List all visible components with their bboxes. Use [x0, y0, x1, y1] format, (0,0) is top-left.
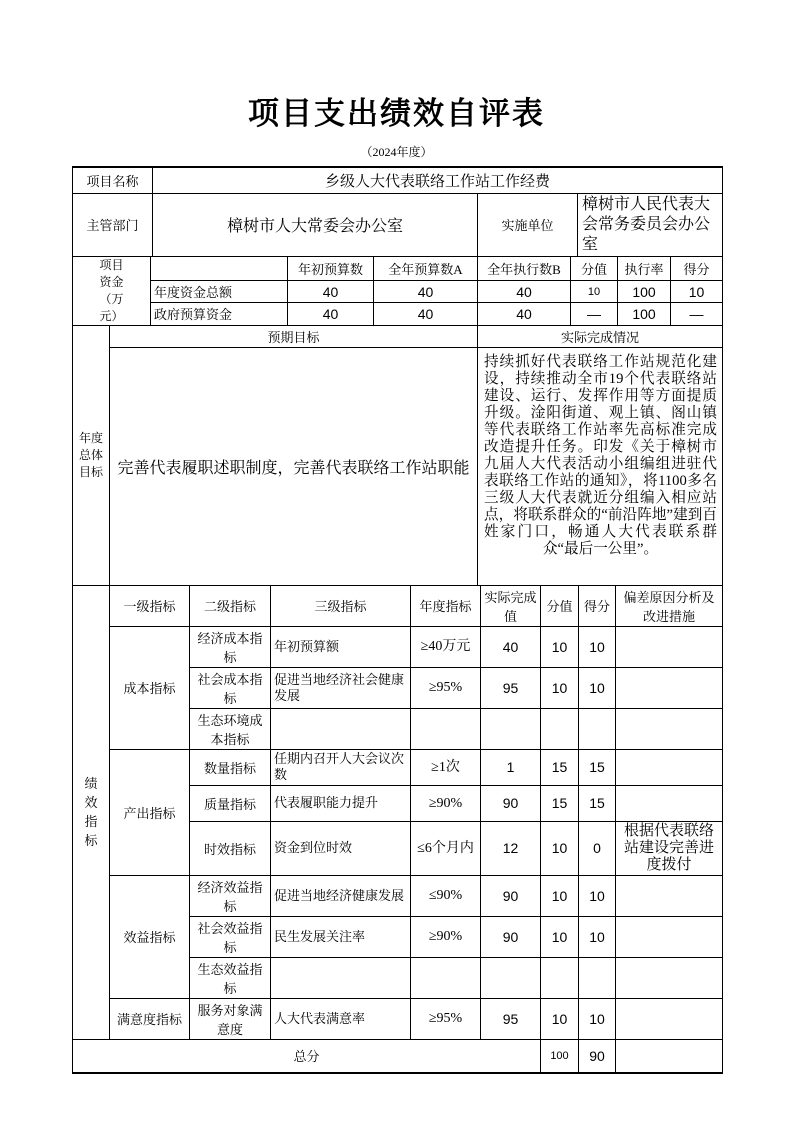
deviation-cell: 根据代表联络站建设完善进度拨付 — [616, 821, 723, 875]
funds-cell: 40 — [478, 280, 571, 302]
target-cell — [411, 957, 481, 998]
level3-cell — [271, 957, 411, 998]
score-cell: 0 — [579, 821, 616, 875]
actual-value-cell: 95 — [481, 998, 541, 1039]
level2-cell: 生态效益指标 — [190, 957, 271, 998]
score-max-cell: 15 — [541, 785, 579, 821]
expected-goal-text: 完善代表履职述职制度，完善代表联络工作站职能 — [110, 347, 478, 585]
deviation-cell — [616, 708, 723, 749]
table-row — [73, 1039, 723, 1073]
target-cell: ≤6个月内 — [411, 821, 481, 875]
dept-label: 主管部门 — [73, 193, 153, 256]
table-row — [73, 585, 723, 626]
score-max-cell: 10 — [541, 821, 579, 875]
indicator-col-header: 偏差原因分析及改进措施 — [616, 585, 723, 626]
funds-col-header: 全年预算数A — [374, 256, 478, 280]
score-cell: 10 — [579, 875, 616, 916]
actual-value-cell: 12 — [481, 821, 541, 875]
funds-cell: 100 — [618, 280, 671, 302]
level1-cell: 效益指标 — [110, 875, 190, 998]
level3-cell: 民生发展关注率 — [271, 916, 411, 957]
deviation-cell — [616, 875, 723, 916]
table-row — [73, 303, 723, 325]
level2-cell: 服务对象满意度 — [190, 998, 271, 1039]
project-name-value: 乡级人大代表联络工作站工作经费 — [153, 167, 723, 193]
table-row — [73, 998, 723, 1039]
score-cell — [579, 957, 616, 998]
target-cell: ≥90% — [411, 785, 481, 821]
level2-cell: 时效指标 — [190, 821, 271, 875]
funds-table — [72, 256, 723, 326]
indicator-col-header: 实际完成值 — [481, 585, 541, 626]
funds-cell: — — [571, 303, 618, 325]
level3-cell: 资金到位时效 — [271, 821, 411, 875]
funds-cell: — — [671, 303, 723, 325]
score-cell: 10 — [579, 916, 616, 957]
table-row — [73, 256, 723, 280]
funds-cell: 10 — [571, 280, 618, 302]
funds-cell: 100 — [618, 303, 671, 325]
funds-cell: 40 — [288, 303, 374, 325]
indicators-table — [72, 585, 723, 1040]
table-row — [73, 749, 723, 785]
target-cell: ≥95% — [411, 667, 481, 708]
target-cell: ≥1次 — [411, 749, 481, 785]
target-cell: ≤90% — [411, 875, 481, 916]
deviation-cell — [616, 626, 723, 667]
score-cell — [579, 708, 616, 749]
page-title: 项目支出绩效自评表 — [248, 96, 545, 131]
score-max-cell: 10 — [541, 667, 579, 708]
score-max-cell: 10 — [541, 916, 579, 957]
funds-col-header: 全年执行数B — [478, 256, 571, 280]
score-cell: 15 — [579, 749, 616, 785]
indicator-col-header: 分值 — [541, 585, 579, 626]
target-cell: ≥40万元 — [411, 626, 481, 667]
indicator-col-header: 三级指标 — [271, 585, 411, 626]
score-max-cell: 10 — [541, 998, 579, 1039]
table-row — [73, 280, 723, 302]
level3-cell: 年初预算额 — [271, 626, 411, 667]
level2-cell: 质量指标 — [190, 785, 271, 821]
total-table — [72, 1039, 723, 1075]
funds-col-header: 分值 — [571, 256, 618, 280]
funds-cell: 40 — [288, 280, 374, 302]
actual-value-cell: 90 — [481, 785, 541, 821]
table-row — [73, 193, 723, 256]
funds-row-name: 政府预算资金 — [151, 303, 288, 325]
page-subtitle: （2024年度） — [360, 145, 433, 159]
level3-cell: 人大代表满意率 — [271, 998, 411, 1039]
funds-cell: 40 — [478, 303, 571, 325]
table-row — [73, 325, 723, 347]
actual-value-cell: 95 — [481, 667, 541, 708]
target-cell: ≥90% — [411, 916, 481, 957]
level3-cell: 任期内召开人大会议次数 — [271, 749, 411, 785]
funds-col-header: 执行率 — [618, 256, 671, 280]
funds-col-header: 得分 — [671, 256, 723, 280]
dept-value: 樟树市人大常委会办公室 — [153, 193, 478, 256]
deviation-cell — [616, 957, 723, 998]
funds-cell: 40 — [374, 303, 478, 325]
actual-completion-header: 实际完成情况 — [478, 325, 723, 347]
target-cell: ≥95% — [411, 998, 481, 1039]
annual-goal-label: 年度总体目标 — [73, 325, 110, 585]
actual-completion-text: 持续抓好代表联络工作站规范化建设，持续推动全市19个代表联络站建设、运行、发挥作用等方面提质升级。淦阳街道、观上镇、阁山镇等代表联络工作站率先高标准完成改造提升任务。印发《关于樟树市九届人大代表活动小组编组进驻代表联络工作站的通知》，将1100多名三级人大代表就近分组编入相应站点，将联系群众的“前沿阵地”建到百姓家门口，畅通人大代表联系群众“最后一公里”。 — [478, 347, 723, 585]
project-name-label: 项目名称 — [73, 167, 153, 193]
score-cell: 10 — [579, 998, 616, 1039]
indicator-col-header: 一级指标 — [110, 585, 190, 626]
total-label: 总分 — [73, 1039, 541, 1073]
score-max-cell: 10 — [541, 626, 579, 667]
total-score-max: 100 — [541, 1039, 579, 1073]
total-score: 90 — [579, 1039, 616, 1073]
funds-label: 项目资金（万元） — [73, 256, 151, 325]
table-row — [73, 167, 723, 193]
expected-goal-header: 预期目标 — [110, 325, 478, 347]
funds-row-name: 年度资金总额 — [151, 280, 288, 302]
score-max-cell: 15 — [541, 749, 579, 785]
level2-cell: 经济成本指标 — [190, 626, 271, 667]
score-max-cell: 10 — [541, 875, 579, 916]
score-cell: 10 — [579, 667, 616, 708]
actual-value-cell: 90 — [481, 875, 541, 916]
level3-cell: 促进当地经济健康发展 — [271, 875, 411, 916]
score-max-cell — [541, 708, 579, 749]
level2-cell: 经济效益指标 — [190, 875, 271, 916]
level3-cell: 促进当地经济社会健康发展 — [271, 667, 411, 708]
indicator-col-header: 得分 — [579, 585, 616, 626]
deviation-cell — [616, 916, 723, 957]
level2-cell: 社会效益指标 — [190, 916, 271, 957]
total-deviation — [616, 1039, 723, 1073]
annual-goal-table — [72, 325, 723, 586]
deviation-cell — [616, 998, 723, 1039]
actual-value-cell: 90 — [481, 916, 541, 957]
impl-unit-label: 实施单位 — [478, 193, 578, 256]
form-sheet — [72, 166, 722, 1074]
score-max-cell — [541, 957, 579, 998]
level2-cell: 生态环境成本指标 — [190, 708, 271, 749]
actual-value-cell — [481, 957, 541, 998]
level2-cell: 社会成本指标 — [190, 667, 271, 708]
level3-cell: 代表履职能力提升 — [271, 785, 411, 821]
score-cell: 15 — [579, 785, 616, 821]
table-row — [73, 875, 723, 916]
actual-value-cell — [481, 708, 541, 749]
level1-cell: 满意度指标 — [110, 998, 190, 1039]
level3-cell — [271, 708, 411, 749]
impl-unit-value: 樟树市人民代表大会常务委员会办公室 — [578, 193, 723, 256]
funds-empty-cell — [151, 256, 288, 280]
funds-cell: 40 — [374, 280, 478, 302]
level2-cell: 数量指标 — [190, 749, 271, 785]
funds-cell: 10 — [671, 280, 723, 302]
deviation-cell — [616, 749, 723, 785]
deviation-cell — [616, 667, 723, 708]
indicator-col-header: 二级指标 — [190, 585, 271, 626]
score-cell: 10 — [579, 626, 616, 667]
indicators-label: 绩效指标 — [73, 585, 110, 1039]
deviation-cell — [616, 785, 723, 821]
actual-value-cell: 40 — [481, 626, 541, 667]
info-table — [72, 166, 723, 257]
target-cell — [411, 708, 481, 749]
funds-col-header: 年初预算数 — [288, 256, 374, 280]
level1-cell: 产出指标 — [110, 749, 190, 875]
table-row — [73, 626, 723, 667]
indicator-col-header: 年度指标 — [411, 585, 481, 626]
level1-cell: 成本指标 — [110, 626, 190, 749]
table-row — [73, 347, 723, 585]
actual-value-cell: 1 — [481, 749, 541, 785]
